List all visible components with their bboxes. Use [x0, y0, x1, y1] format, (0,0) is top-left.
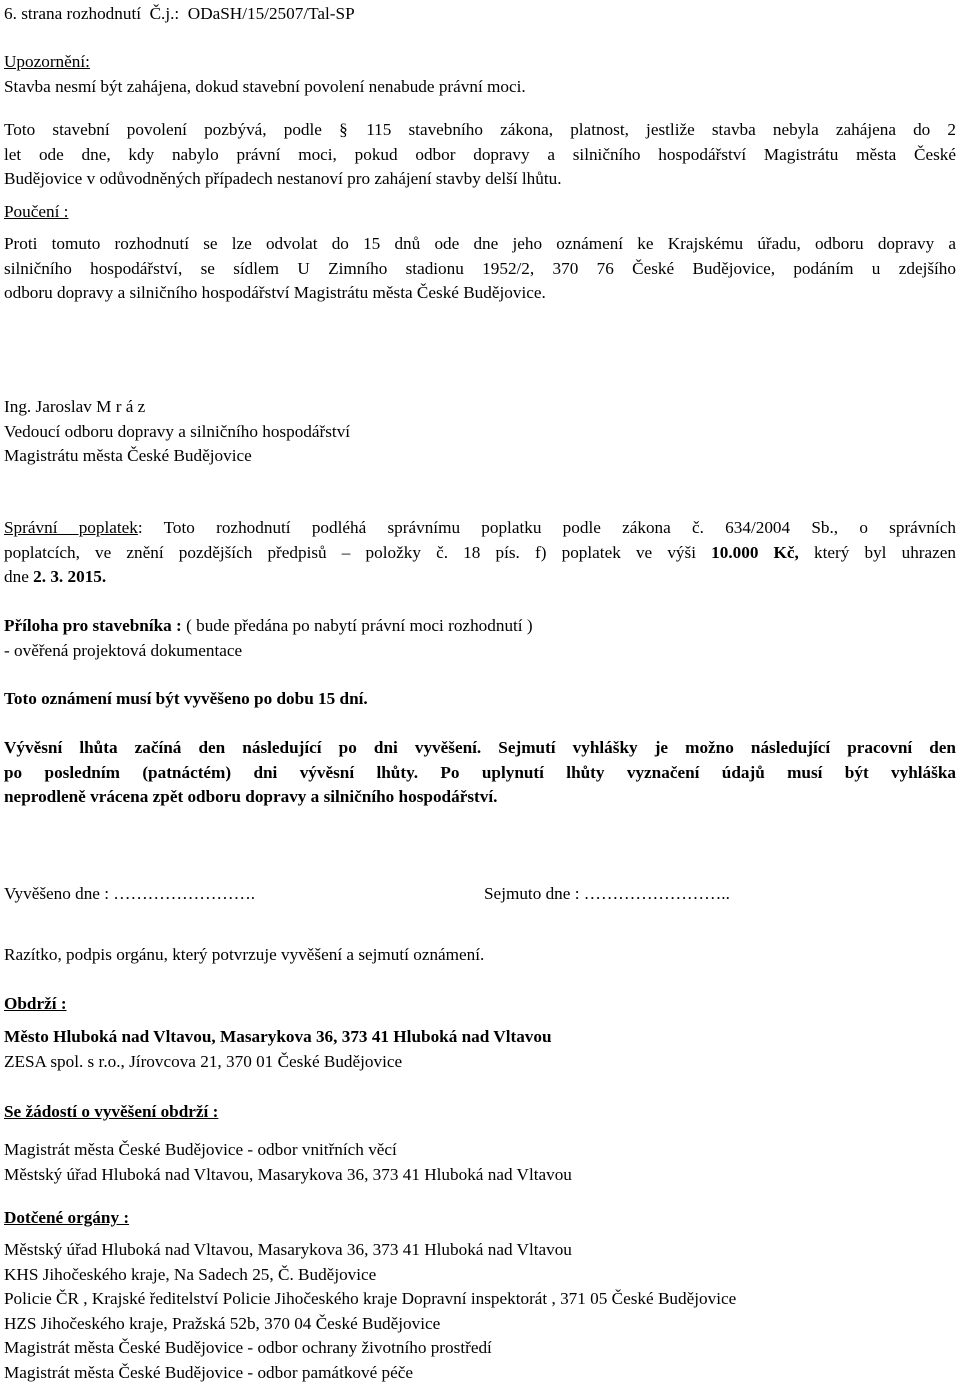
fee-amount: 10.000 Kč, — [711, 543, 799, 562]
page-header — [4, 2, 956, 27]
recipients-section — [4, 992, 956, 1017]
list-item: Městský úřad Hluboká nad Vltavou, Masarykova 36, 373 41 Hluboká nad Vltavou — [4, 1163, 956, 1188]
fee-paid-date: 2. 3. 2015. — [33, 567, 106, 586]
fee-line-1: Správní poplatek: Toto rozhodnutí podléhá správnímu poplatku podle zákona č. 634/2004 Sb., o správních — [4, 516, 956, 541]
instruction-line-1: Proti tomuto rozhodnutí se lze odvolat do 15 dnů ode dne jeho oznámení ke Krajskému úřadu, odboru dopravy a — [4, 232, 956, 257]
fee-label: Správní poplatek — [4, 518, 138, 537]
validity-line-1: Toto stavební povolení pozbývá, podle § 115 stavebního zákona, platnost, jestliže stavba nebyla zahájena do 2 — [4, 118, 956, 143]
attachment-item: - ověřená projektová dokumentace — [4, 639, 956, 664]
posting-request-list — [4, 1138, 956, 1187]
validity-line-2: let ode dne, kdy nabylo právní moci, pokud odbor dopravy a silničního hospodářství Magistrátu města České — [4, 143, 956, 168]
posting-duration: Toto oznámení musí být vyvěšeno po dobu 15 dní. — [4, 687, 956, 712]
removed-on: Sejmuto dne : …………………….. — [484, 882, 730, 907]
fee-line-3: dne 2. 3. 2015. — [4, 565, 956, 590]
fee-paragraph — [4, 516, 956, 590]
validity-line-3: Budějovice v odůvodněných případech nestanoví pro zahájení stavby delší lhůtu. — [4, 167, 956, 192]
notice-paragraph — [4, 736, 956, 810]
list-item: Magistrát města České Budějovice - odbor památkové péče — [4, 1361, 956, 1385]
page-number: 6. strana rozhodnutí — [4, 4, 141, 23]
instruction-section — [4, 200, 956, 225]
instruction-line-3: odboru dopravy a silničního hospodářství Magistrátu města České Budějovice. — [4, 281, 956, 306]
signature-block — [4, 395, 956, 469]
list-item: Městský úřad Hluboká nad Vltavou, Masarykova 36, 373 41 Hluboká nad Vltavou — [4, 1238, 956, 1263]
list-item: Město Hluboká nad Vltavou, Masarykova 36, 373 41 Hluboká nad Vltavou — [4, 1025, 956, 1050]
fee-line-2: poplatcích, ve znění pozdějších předpisů – položky č. 18 pís. f) poplatek ve výši 10.000 Kč, který byl uhrazen — [4, 541, 956, 566]
attachment-label: Příloha pro stavebníka : — [4, 616, 182, 635]
affected-section — [4, 1206, 956, 1231]
attachment-line: Příloha pro stavebníka : ( bude předána po nabytí právní moci rozhodnutí ) — [4, 614, 956, 639]
signatory-name: Ing. Jaroslav M r á z — [4, 395, 956, 420]
notice-line-2: po posledním (patnáctém) dni vývěsní lhůty. Po uplynutí lhůty vyznačení údajů musí být vyhláška — [4, 761, 956, 786]
section-sign-icon: § — [339, 118, 349, 143]
affected-title: Dotčené orgány : — [4, 1206, 956, 1231]
posting-request-title: Se žádostí o vyvěšení obdrží : — [4, 1100, 956, 1125]
warning-title: Upozornění: — [4, 50, 956, 75]
attachment-section — [4, 614, 956, 663]
posted-on: Vyvěšeno dne : ……………………. — [4, 882, 255, 907]
instruction-title: Poučení : — [4, 200, 956, 225]
notice-line-1: Vývěsní lhůta začíná den následující po dni vyvěšení. Sejmutí vyhlášky je možno následující pracovní den — [4, 736, 956, 761]
ref-number: ODaSH/15/2507/Tal-SP — [188, 4, 355, 23]
signatory-role: Vedoucí odboru dopravy a silničního hospodářství — [4, 420, 956, 445]
recipients-list — [4, 1025, 956, 1074]
list-item: Magistrát města České Budějovice - odbor ochrany životního prostředí — [4, 1336, 956, 1361]
list-item: ZESA spol. s r.o., Jírovcova 21, 370 01 České Budějovice — [4, 1050, 956, 1075]
recipients-title: Obdrží : — [4, 992, 956, 1017]
posting-request-section — [4, 1100, 956, 1125]
validity-paragraph — [4, 118, 956, 192]
warning-text: Stavba nesmí být zahájena, dokud stavební povolení nenabude právní moci. — [4, 75, 956, 100]
affected-list — [4, 1238, 956, 1385]
stamp-note: Razítko, podpis orgánu, který potvrzuje vyvěšení a sejmutí oznámení. — [4, 943, 956, 968]
warning-section — [4, 50, 956, 99]
notice-line-3: neprodleně vrácena zpět odboru dopravy a silničního hospodářství. — [4, 785, 956, 810]
signatory-office: Magistrátu města České Budějovice — [4, 444, 956, 469]
ref-label: Č.j.: — [150, 4, 180, 23]
list-item: KHS Jihočeského kraje, Na Sadech 25, Č. Budějovice — [4, 1263, 956, 1288]
list-item: HZS Jihočeského kraje, Pražská 52b, 370 04 České Budějovice — [4, 1312, 956, 1337]
instruction-line-2: silničního hospodářství, se sídlem U Zimního stadionu 1952/2, 370 76 České Budějovice, podáním u zdejšího — [4, 257, 956, 282]
instruction-paragraph — [4, 232, 956, 306]
list-item: Magistrát města České Budějovice - odbor vnitřních věcí — [4, 1138, 956, 1163]
list-item: Policie ČR , Krajské ředitelství Policie Jihočeského kraje Dopravní inspektorát , 371 05 České Budějovice — [4, 1287, 956, 1312]
